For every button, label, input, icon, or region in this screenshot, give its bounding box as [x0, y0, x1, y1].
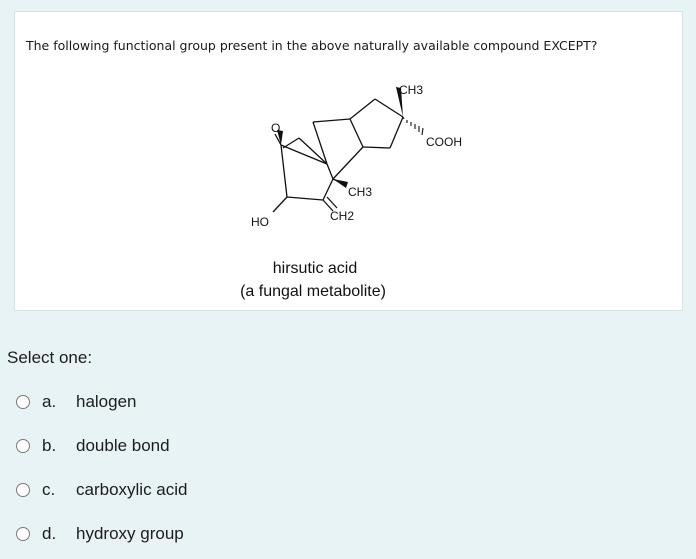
answer-options	[16, 380, 188, 556]
radio-button[interactable]	[16, 527, 30, 541]
radio-button[interactable]	[16, 483, 30, 497]
ch2-label: CH2	[330, 209, 355, 223]
option-letter: c.	[42, 480, 56, 499]
option-letter: d.	[42, 524, 57, 543]
radio-button[interactable]	[16, 439, 30, 453]
ch3-mid-label: CH3	[348, 185, 373, 199]
option-label: hydroxy group	[76, 524, 184, 543]
option-c[interactable]	[16, 468, 188, 512]
o-label: O	[271, 121, 281, 135]
option-label: halogen	[76, 392, 137, 411]
option-b[interactable]	[16, 424, 188, 468]
ho-label: HO	[251, 215, 269, 229]
radio-button[interactable]	[16, 395, 30, 409]
ch3-top-label: CH3	[399, 83, 424, 97]
option-label: double bond	[76, 436, 170, 455]
question-card	[14, 11, 683, 311]
cooh-label: COOH	[426, 135, 462, 149]
select-one-label: Select one:	[7, 348, 93, 367]
option-d[interactable]	[16, 512, 188, 556]
molecule-name: hirsutic acid	[272, 260, 358, 277]
option-label: carboxylic acid	[76, 480, 188, 499]
option-a[interactable]	[16, 380, 188, 424]
molecule-description: (a fungal metabolite)	[240, 283, 386, 300]
option-letter: b.	[42, 436, 57, 455]
question-text: The following functional group present in the above naturally available compound EXCEPT?	[26, 38, 598, 53]
option-letter: a.	[42, 392, 57, 411]
